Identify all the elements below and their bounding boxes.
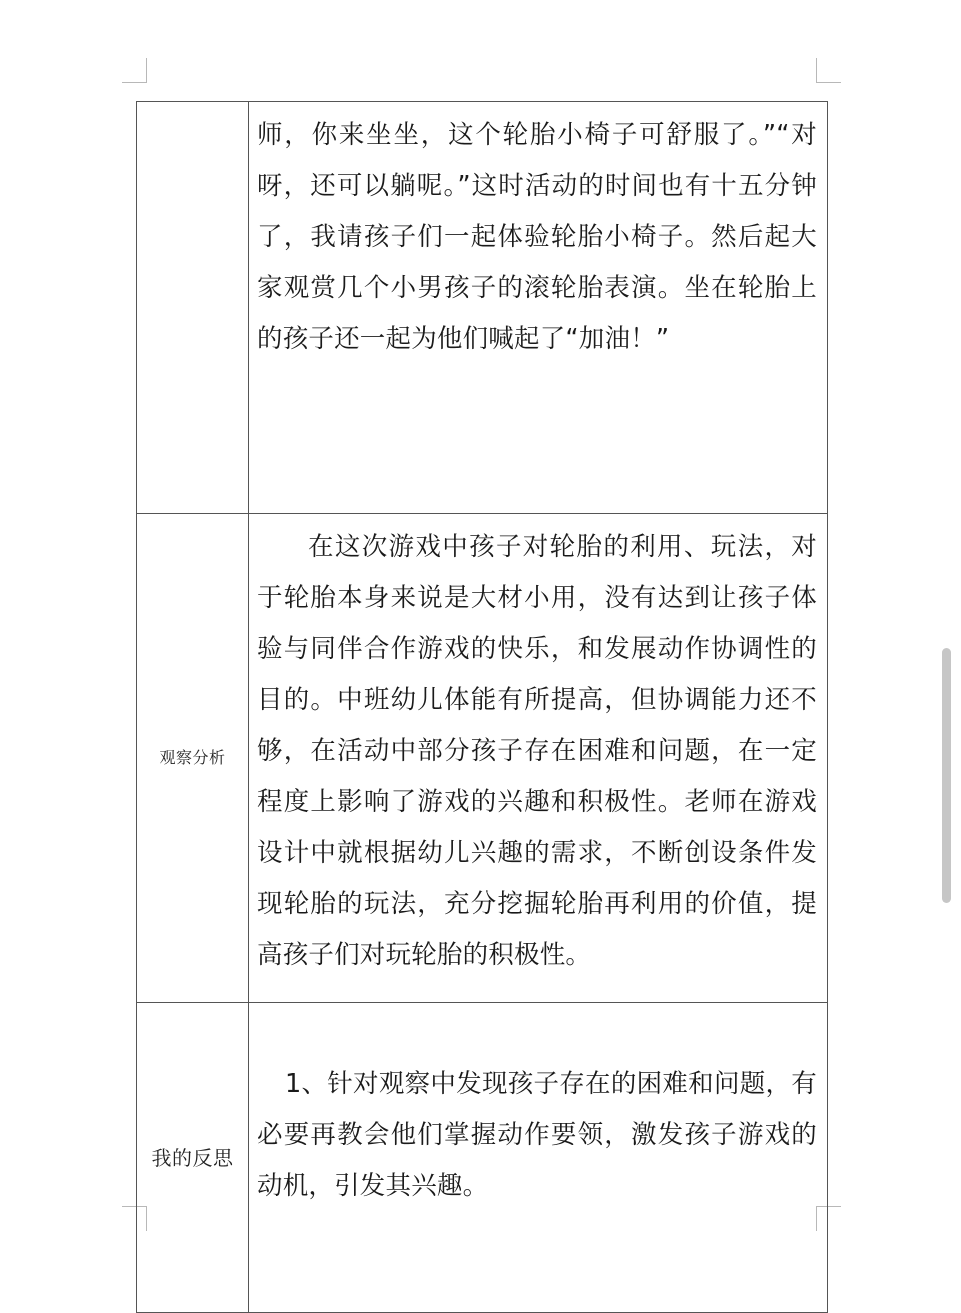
row-content-cell [249, 514, 828, 1003]
crop-mark-top-right [816, 58, 841, 83]
observation-analysis-label: 观察分析 [159, 748, 226, 767]
row-content-cell [249, 1003, 828, 1313]
narrative-paragraph: 师，你来坐坐，这个轮胎小椅子可舒服了。”“对呀，还可以躺呢。”这时活动的时间也有十五分钟了，我请孩子们一起体验轮胎小椅子。然后起大家观赏几个小男孩子的滚轮胎表演。坐在轮胎上的孩子还一起为他们喊起了“加油！” [257, 120, 817, 354]
table-row-observation-analysis [137, 514, 828, 1003]
reflection-label: 我的反思 [151, 1145, 234, 1170]
table-row-reflection [137, 1003, 828, 1313]
table-row-narrative [137, 102, 828, 514]
row-label-cell [137, 514, 249, 1003]
analysis-paragraph: 在这次游戏中孩子对轮胎的利用、玩法，对于轮胎本身来说是大材小用，没有达到让孩子体验与同伴合作游戏的快乐，和发展动作协调性的目的。中班幼儿体能有所提高，但协调能力还不够，在活动中部分孩子存在困难和问题，在一定程度上影响了游戏的兴趣和积极性。老师在游戏设计中就根据幼儿兴趣的需求，不断创设条件发现轮胎的玩法，充分挖掘轮胎再利用的价值，提高孩子们对玩轮胎的积极性。 [257, 532, 817, 970]
reflection-paragraph: 1、针对观察中发现孩子存在的困难和问题，有必要再教会他们掌握动作要领，激发孩子游戏的动机，引发其兴趣。 [257, 1069, 817, 1201]
observation-record-table [136, 101, 828, 1313]
row-content-cell [249, 102, 828, 514]
crop-mark-top-left [122, 58, 147, 83]
row-label-cell [137, 102, 249, 514]
vertical-scrollbar-thumb[interactable] [942, 648, 951, 903]
row-label-cell [137, 1003, 249, 1313]
